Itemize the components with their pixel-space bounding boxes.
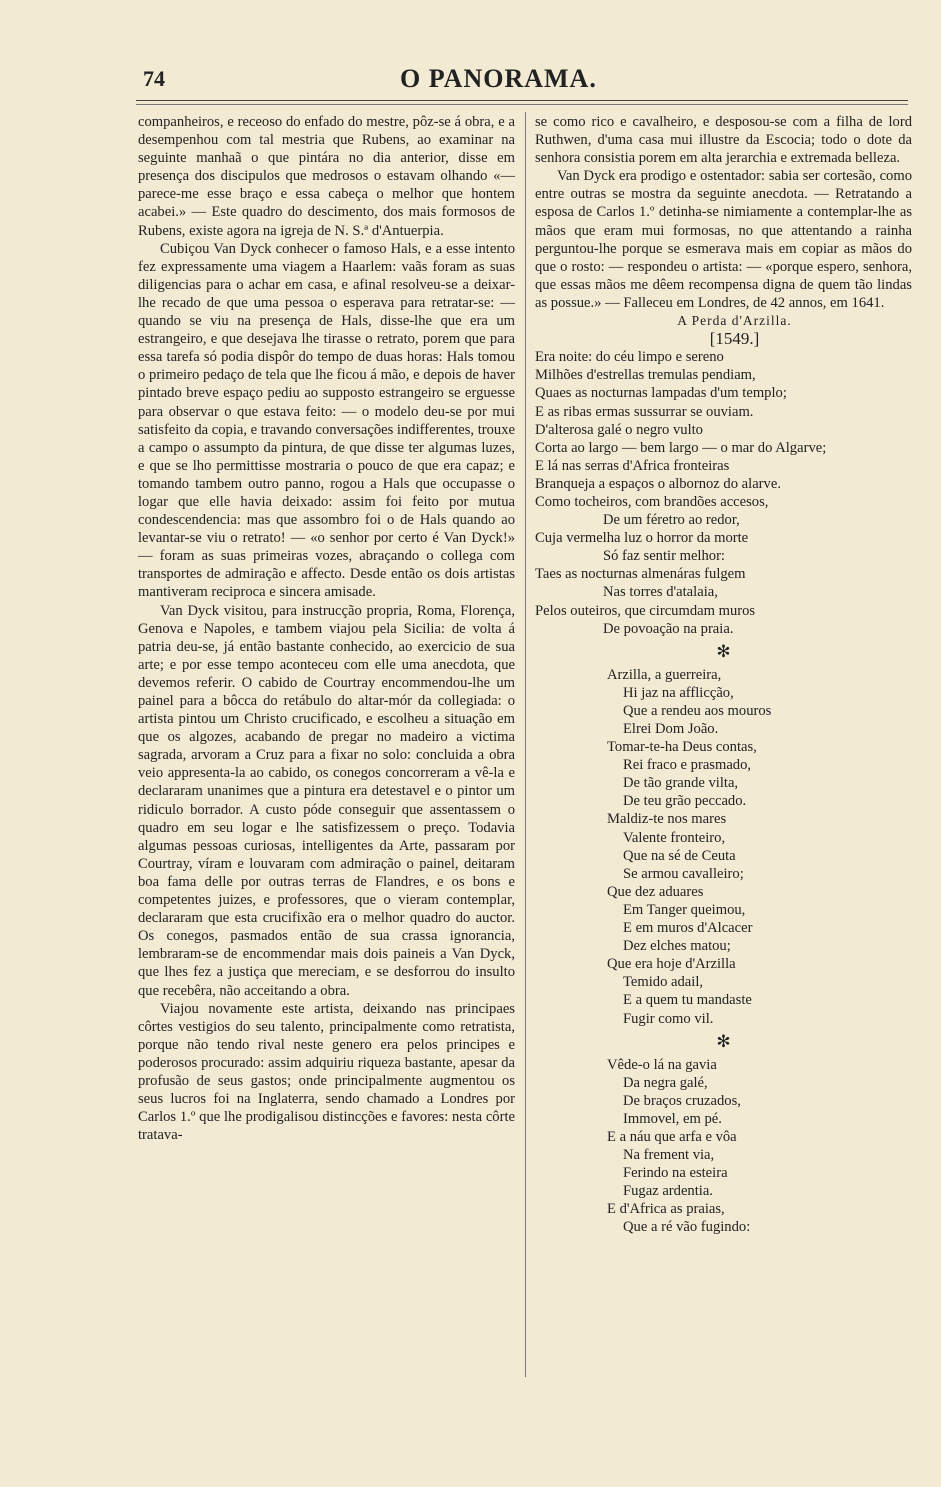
poem-line: Hi jaz na afflicção, — [623, 684, 734, 701]
poem-line: Era noite: do céu limpo e sereno — [535, 349, 724, 366]
poem-line: Que a rendeu aos mouros — [623, 702, 772, 719]
poem-line: De teu grão peccado. — [623, 793, 747, 810]
poem-line: De braços cruzados, — [623, 1092, 741, 1109]
poem-line: Só faz sentir melhor: — [603, 548, 725, 565]
left-column — [138, 113, 515, 1144]
asterism-divider: ✻ — [716, 641, 731, 661]
asterism-divider: ✻ — [716, 1031, 731, 1051]
poem-line: E as ribas ermas sussurrar se ouviam. — [535, 403, 754, 420]
poem-line: Arzilla, a guerreira, — [607, 666, 722, 683]
poem-line: E a quem tu mandaste — [623, 992, 752, 1009]
poem-line: De povoação na praia. — [603, 620, 734, 637]
poem-line: D'alterosa galé o negro vulto — [535, 421, 703, 438]
column-separator — [525, 112, 526, 1377]
poem-line: Taes as nocturnas almenáras fulgem — [535, 566, 746, 583]
poem-line: Fugir como vil. — [623, 1010, 714, 1027]
poem-stanza-3 — [535, 1056, 912, 1237]
poem-stanza-1 — [535, 348, 912, 638]
paragraph: Viajou novamente este artista, deixando nas principaes côrtes vestigios do seu talento, principalmente como retratista, porque não tendo rival neste genero era pelos principes e poderosos procurado: assim adquiriu riqueza bastante, apesar da profusão de seus gastos; onde principalmente augmentou os seus lucros foi na Inglaterra, sendo chamado a Londres por Carlos 1.º que lhe prodigalisou distincções e favores: nesta côrte tratava- — [138, 1000, 515, 1144]
paragraph: companheiros, e receoso do enfado do mestre, pôz-se á obra, e a desempenhou com tal mestria que Rubens, ao examinar na seguinte manhaã o que pintára no dia anterior, disse em presença dos discipulos que medrosos o estavam olhando «— parece-me esse braço e essa cabeça o melhor que hontem acabei.» — Este quadro do descimento, dos mais formosos de Rubens, existe agora na igreja de N. S.ª d'Antuerpia. — [138, 114, 515, 239]
poem-line: Que a ré vão fugindo: — [623, 1219, 751, 1236]
poem-line: De tão grande vilta, — [623, 775, 739, 792]
header-rule-secondary — [136, 104, 908, 105]
poem-line: De um féretro ao redor, — [603, 512, 740, 529]
poem-line: E d'Africa as praias, — [607, 1201, 725, 1218]
right-column — [535, 113, 912, 1237]
poem-line: Ferindo na esteira — [623, 1165, 728, 1182]
poem-line: Pelos outeiros, que circumdam muros — [535, 602, 756, 619]
poem-line: Elrei Dom João. — [623, 721, 719, 737]
poem-line: Dez elches matou; — [623, 938, 731, 955]
poem-line: Temido adail, — [623, 974, 704, 991]
poem-line: Milhões d'estrellas tremulas pendiam, — [535, 367, 756, 384]
paragraph: Cubiçou Van Dyck conhecer o famoso Hals, e a esse intento fez expressamente uma viagem a Haarlem: vaãs foram as suas diligencias para o achar em casa, e afinal resolveu-se a deixar-lhe recado de que uma pessoa o esperava para retratar-se: — quando se viu na presença de Hals, disse-lhe que era um estrangeiro, e que desejava lhe tirasse o retrato, porem que para essa tarefa só podia dispôr do tempo de duas horas: Hals tomou o primeiro pedaço de tela que lhe ficou á mão, e depois de haver pintado breve espaço pediu ao supposto estrangeiro se erguesse para observar o que estava feito: — o modelo deu-se por mui satisfeito da copia, e travando conversações indifferentes, trouxe a campo o assumpto da pintura, de que disse ter algumas luzes, e que se lho permittisse mostraria o pouco de que era capaz; e tomando tambem outro panno, rogou a Hals que occupasse o logar que elle havia deixado: assim foi feito por mutua condescendencia: mas que assombro foi o de Hals quando ao levantar-se viu o retrato! — «o senhor por certo é Van Dyck!» — foram as suas primeiras vozes, abraçando o collega com transportes de admiração e affecto. Desde então os dois artistas mantiveram reciproca e sincera amisade. — [138, 240, 515, 601]
poem-line: Da negra galé, — [623, 1074, 708, 1091]
poem-line: Fugaz ardentia. — [623, 1183, 713, 1200]
poem-stanza-2 — [535, 666, 912, 1028]
poem-line: Na frement via, — [623, 1147, 715, 1164]
poem-line: E a náu que arfa e vôa — [607, 1128, 737, 1145]
poem-line: Em Tanger queimou, — [623, 901, 746, 918]
poem-line: Vêde-o lá na gavia — [607, 1056, 717, 1073]
poem-line: Que dez aduares — [607, 883, 704, 900]
poem-line: Que na sé de Ceuta — [623, 847, 736, 864]
poem-line: E lá nas serras d'Africa fronteiras — [535, 457, 730, 474]
paragraph: Van Dyck visitou, para instrucção propria, Roma, Florença, Genova e Napoles, e tambem viajou pela Sicilia: de volta á patria deu-se, já então bastante conhecido, ao exercicio de sua arte; e por esse tempo aconteceu com elle uma anecdota, que devemos referir. O cabido de Courtray encommendou-lhe um painel para a bôcca do retábulo do altar-mór da collegiada: o artista pintou um Christo crucificado, e escolheu a situação em que os algozes, acabando de pregar no madeiro a victima sagrada, arvoram a Cruz para a fixar no solo: concluida a obra veio appresenta-la ao cabido, os conegos concorreram a vê-la e declararam unanimes que a pintura era detestavel e o pintor um ridiculo borrador. A custo póde conseguir que assentassem o quadro em seu logar e lhe satisfizessem o preço. Todavia algumas pessoas curiosas, intelligentes da Arte, passaram por Courtray, víram e louvaram com admiração o painel, deitaram boa fama delle por outras terras de Flandres, e os bons e competentes juizes, e professores, que o vieram contemplar, declararam que esta crucifixão era o melhor quadro do auctor. Os conegos, pasmados então de sua crassa ignorancia, lembraram-se de encommendar mais dois paineis a Van Dyck, que lhes fez a justiça que mereciam, e se desforrou do insulto que recebêra, não acceitando a obra. — [138, 602, 515, 999]
poem-line: Se armou cavalleiro; — [623, 865, 744, 882]
poem-date: [1549.] — [709, 329, 760, 349]
poem-line: Branqueja a espaços o albornoz do alarve. — [535, 475, 781, 492]
paragraph: Van Dyck era prodigo e ostentador: sabia ser cortesão, como entre outras se mostra da seguinte anecdota. — Retratando a esposa de Carlos 1.º detinha-se nimiamente a contemplar-lhe as mãos que eram mui formosas, no que attentando a rainha perguntou-lhe porque se esmerava mais em copiar as mãos do que o rosto: — respondeu o artista: — «porque espero, senhora, que essas mãos me dêem recompensa digna de quem tão lindas as possue.» — Falleceu em Londres, de 42 annos, em 1641. — [535, 168, 912, 311]
poem-line: Immovel, em pé. — [623, 1110, 722, 1127]
poem-line: Nas torres d'atalaia, — [603, 584, 718, 601]
page-title: O PANORAMA. — [400, 64, 597, 93]
poem-line: Maldiz-te nos mares — [607, 811, 727, 828]
paragraph: se como rico e cavalheiro, e desposou-se com a filha de lord Ruthwen, d'uma casa mui illustre da Escocia; todo o dote da senhora consistia porem em alta jerarchia e extremada belleza. — [535, 114, 912, 167]
header-rule — [136, 100, 908, 101]
poem-line: Que era hoje d'Arzilla — [607, 956, 736, 973]
poem-line: E em muros d'Alcacer — [623, 920, 753, 937]
poem-line: Quaes as nocturnas lampadas d'um templo; — [535, 385, 787, 402]
poem-line: Corta ao largo — bem largo — o mar do Algarve; — [535, 439, 827, 456]
poem-line: Rei fraco e prasmado, — [623, 757, 752, 774]
poem-title: A Perda d'Arzilla. — [677, 313, 792, 329]
poem-line: Como tocheiros, com brandões accesos, — [535, 493, 769, 510]
poem-line: Cuja vermelha luz o horror da morte — [535, 530, 749, 547]
poem-line: Valente fronteiro, — [623, 829, 726, 846]
poem-line: Tomar-te-ha Deus contas, — [607, 739, 757, 756]
page-number: 74 — [143, 66, 165, 91]
